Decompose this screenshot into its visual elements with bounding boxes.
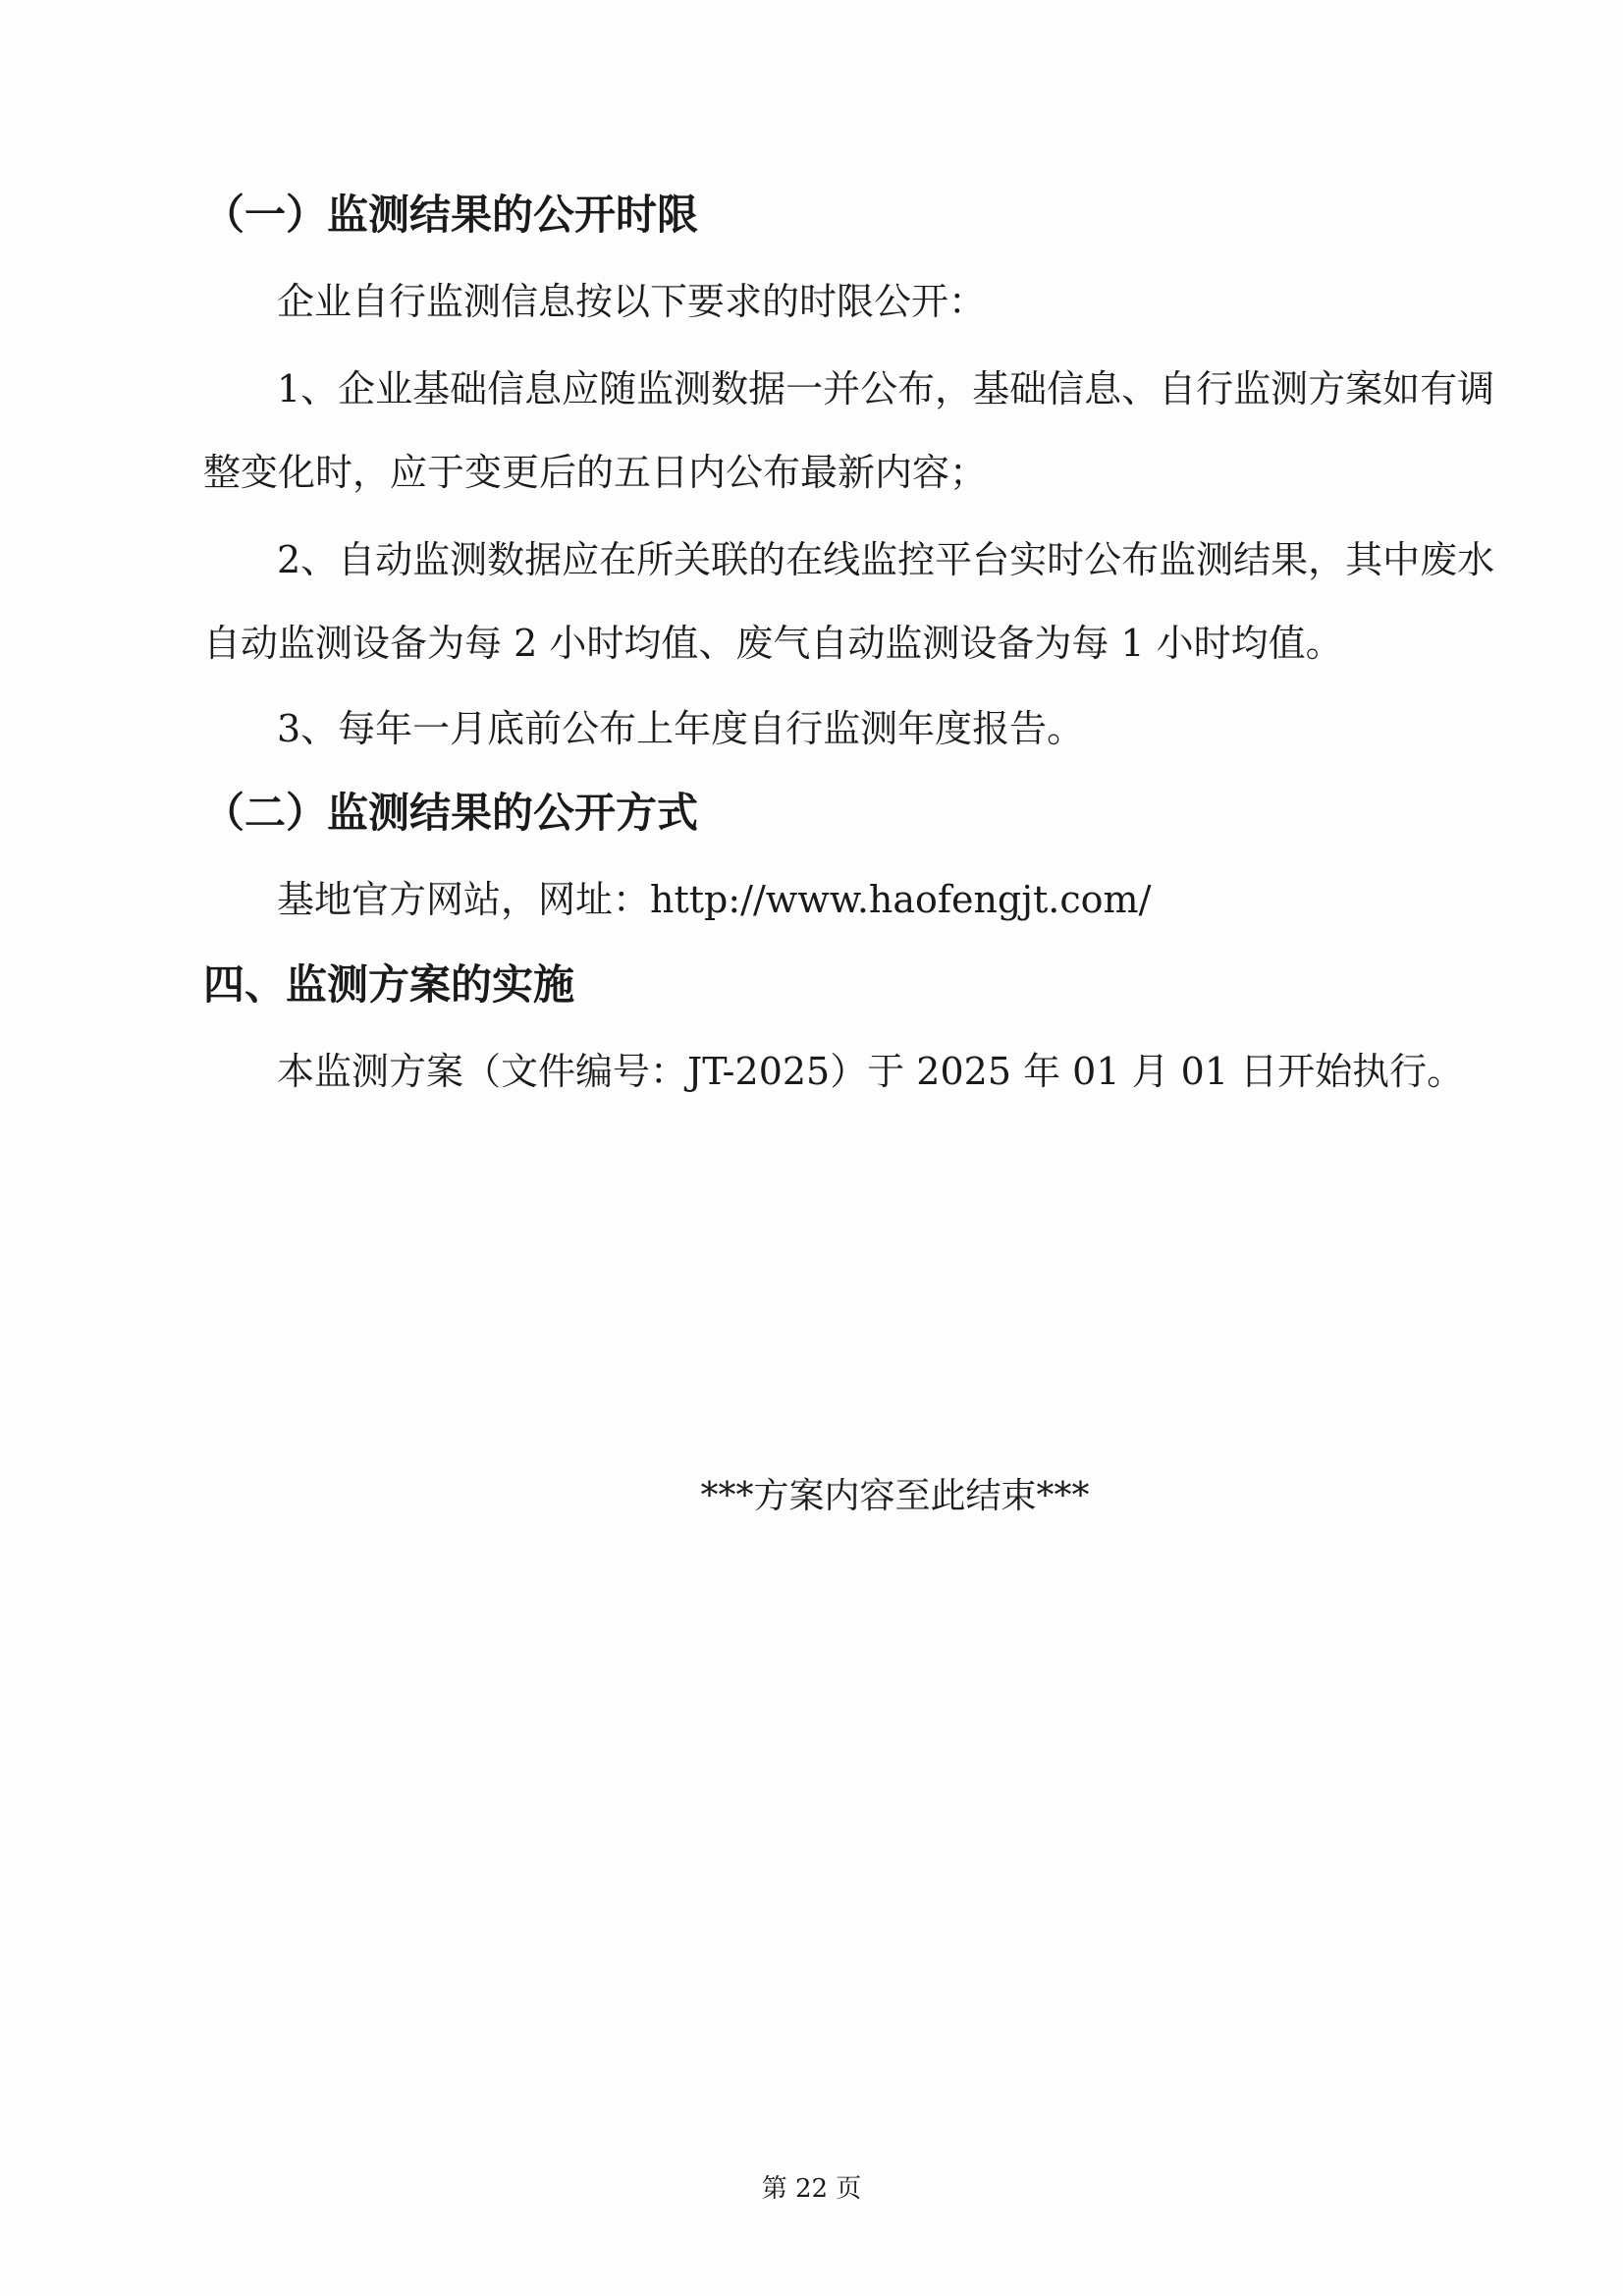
section-2-text: 基地官方网站，网址：http://www.haofengjt.com/ (277, 878, 1152, 921)
section-1-intro: 企业自行监测信息按以下要求的时限公开： (277, 280, 987, 323)
end-of-content-marker: ***方案内容至此结束*** (700, 1476, 1090, 1516)
section-4-heading: 四、监测方案的实施 (203, 960, 575, 1009)
item-3: 3、每年一月底前公布上年度自行监测年度报告。 (277, 707, 1085, 750)
page-number: 第 22 页 (761, 2174, 862, 2204)
section-2-heading: （二）监测结果的公开方式 (203, 789, 699, 837)
item-1-line-2: 整变化时，应于变更后的五日内公布最新内容； (203, 451, 988, 494)
section-1-heading: （一）监测结果的公开时限 (203, 191, 699, 239)
item-2-line-1: 2、自动监测数据应在所关联的在线监控平台实时公布监测结果，其中废水 (277, 538, 1495, 581)
item-1-line-1: 1、企业基础信息应随监测数据一并公布，基础信息、自行监测方案如有调 (277, 367, 1495, 410)
section-4-text: 本监测方案（文件编号：JT-2025）于 2025 年 01 月 01 日开始执行。 (277, 1050, 1465, 1093)
item-2-line-2: 自动监测设备为每 2 小时均值、废气自动监测设备为每 1 小时均值。 (203, 622, 1343, 665)
